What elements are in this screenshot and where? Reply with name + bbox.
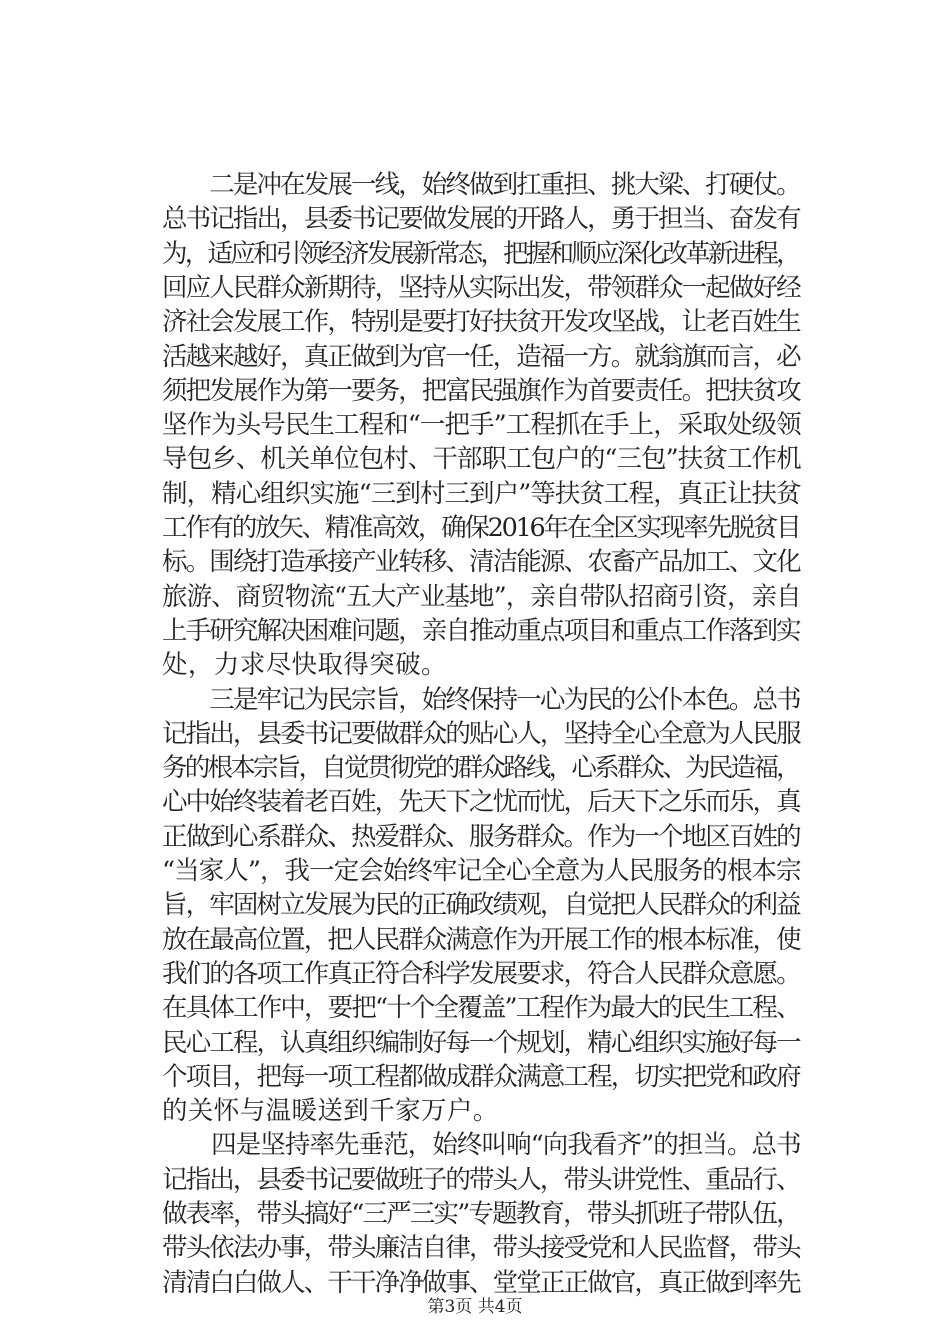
text-line: 带头依法办事，带头廉洁自律，带头接受党和人民监督，带头 bbox=[162, 1233, 800, 1264]
text-line: 须把发展作为第一要务，把富民强旗作为首要责任。把扶贫攻 bbox=[162, 375, 800, 406]
text-line: 我们的各项工作真正符合科学发展要求，符合人民群众意愿。 bbox=[162, 958, 800, 989]
text-line: 民心工程，认真组织编制好每一个规划，精心组织实施好每一 bbox=[162, 1027, 800, 1058]
text-line: 旨，牢固树立发展为民的正确政绩观，自觉把人民群众的利益 bbox=[162, 890, 800, 921]
text-line: 在具体工作中，要把“十个全覆盖”工程作为最大的民生工程、 bbox=[162, 993, 800, 1024]
text-line: 务的根本宗旨，自觉贯彻党的群众路线，心系群众、为民造福， bbox=[162, 753, 799, 784]
text-line: 四是坚持率先垂范，始终叫响“向我看齐”的担当。总书 bbox=[162, 1130, 801, 1161]
text-line: 放在最高位置，把人民群众满意作为开展工作的根本标准，使 bbox=[162, 924, 800, 955]
text-line: 回应人民群众新期待，坚持从实际出发，带领群众一起做好经 bbox=[162, 272, 800, 303]
text-line: 记指出，县委书记要做群众的贴心人，坚持全心全意为人民服 bbox=[162, 718, 800, 749]
text-line: 的关怀与温暖送到千家万户。 bbox=[162, 1096, 499, 1127]
text-line: 工作有的放矢、精准高效，确保2016年在全区实现率先脱贫目 bbox=[162, 513, 800, 543]
text-line: 记指出，县委书记要做班子的带头人，带头讲党性、重品行、 bbox=[162, 1164, 800, 1195]
text-line: 上手研究解决困难问题，亲自推动重点项目和重点工作落到实 bbox=[162, 615, 800, 646]
text-line: 心中始终装着老百姓，先天下之忧而忧，后天下之乐而乐，真 bbox=[162, 787, 800, 818]
text-line: 清清白白做人、干干净净做事、堂堂正正做官，真正做到率先 bbox=[162, 1267, 800, 1298]
text-line: 制，精心组织实施“三到村三到户”等扶贫工程，真正让扶贫 bbox=[162, 478, 801, 509]
text-line: 旅游、商贸物流“五大产业基地”，亲自带队招商引资，亲自 bbox=[162, 581, 801, 612]
text-line: 二是冲在发展一线，始终做到扛重担、挑大梁、打硬仗。 bbox=[162, 170, 800, 200]
text-line: 坚作为头号民生工程和“一把手”工程抓在手上，采取处级领 bbox=[162, 410, 801, 441]
text-line: 正做到心系群众、热爱群众、服务群众。作为一个地区百姓的 bbox=[162, 821, 800, 852]
text-line: “当家人”，我一定会始终牢记全心全意为人民服务的根本宗 bbox=[162, 856, 801, 886]
text-line: 三是牢记为民宗旨，始终保持一心为民的公仆本色。总书 bbox=[162, 684, 800, 715]
text-line: 做表率，带头搞好“三严三实”专题教育，带头抓班子带队伍， bbox=[162, 1199, 800, 1229]
text-line: 济社会发展工作，特别是要打好扶贫开发攻坚战，让老百姓生 bbox=[162, 307, 800, 338]
text-line: 活越来越好，真正做到为官一任，造福一方。就翁旗而言，必 bbox=[162, 341, 800, 372]
text-line: 标。围绕打造承接产业转移、清洁能源、农畜产品加工、文化 bbox=[162, 547, 800, 578]
text-line: 总书记指出，县委书记要做发展的开路人，勇于担当、奋发有 bbox=[162, 204, 800, 235]
text-line: 处，力求尽快取得突破。 bbox=[162, 650, 447, 681]
text-line: 为，适应和引领经济发展新常态，把握和顺应深化改革新进程， bbox=[162, 238, 799, 269]
text-line: 个项目，把每一项工程都做成群众满意工程，切实把党和政府 bbox=[162, 1061, 800, 1092]
page-footer: 第3页 共4页 bbox=[427, 1297, 523, 1317]
text-line: 导包乡、机关单位包村、干部职工包户的“三包”扶贫工作机 bbox=[162, 444, 801, 475]
